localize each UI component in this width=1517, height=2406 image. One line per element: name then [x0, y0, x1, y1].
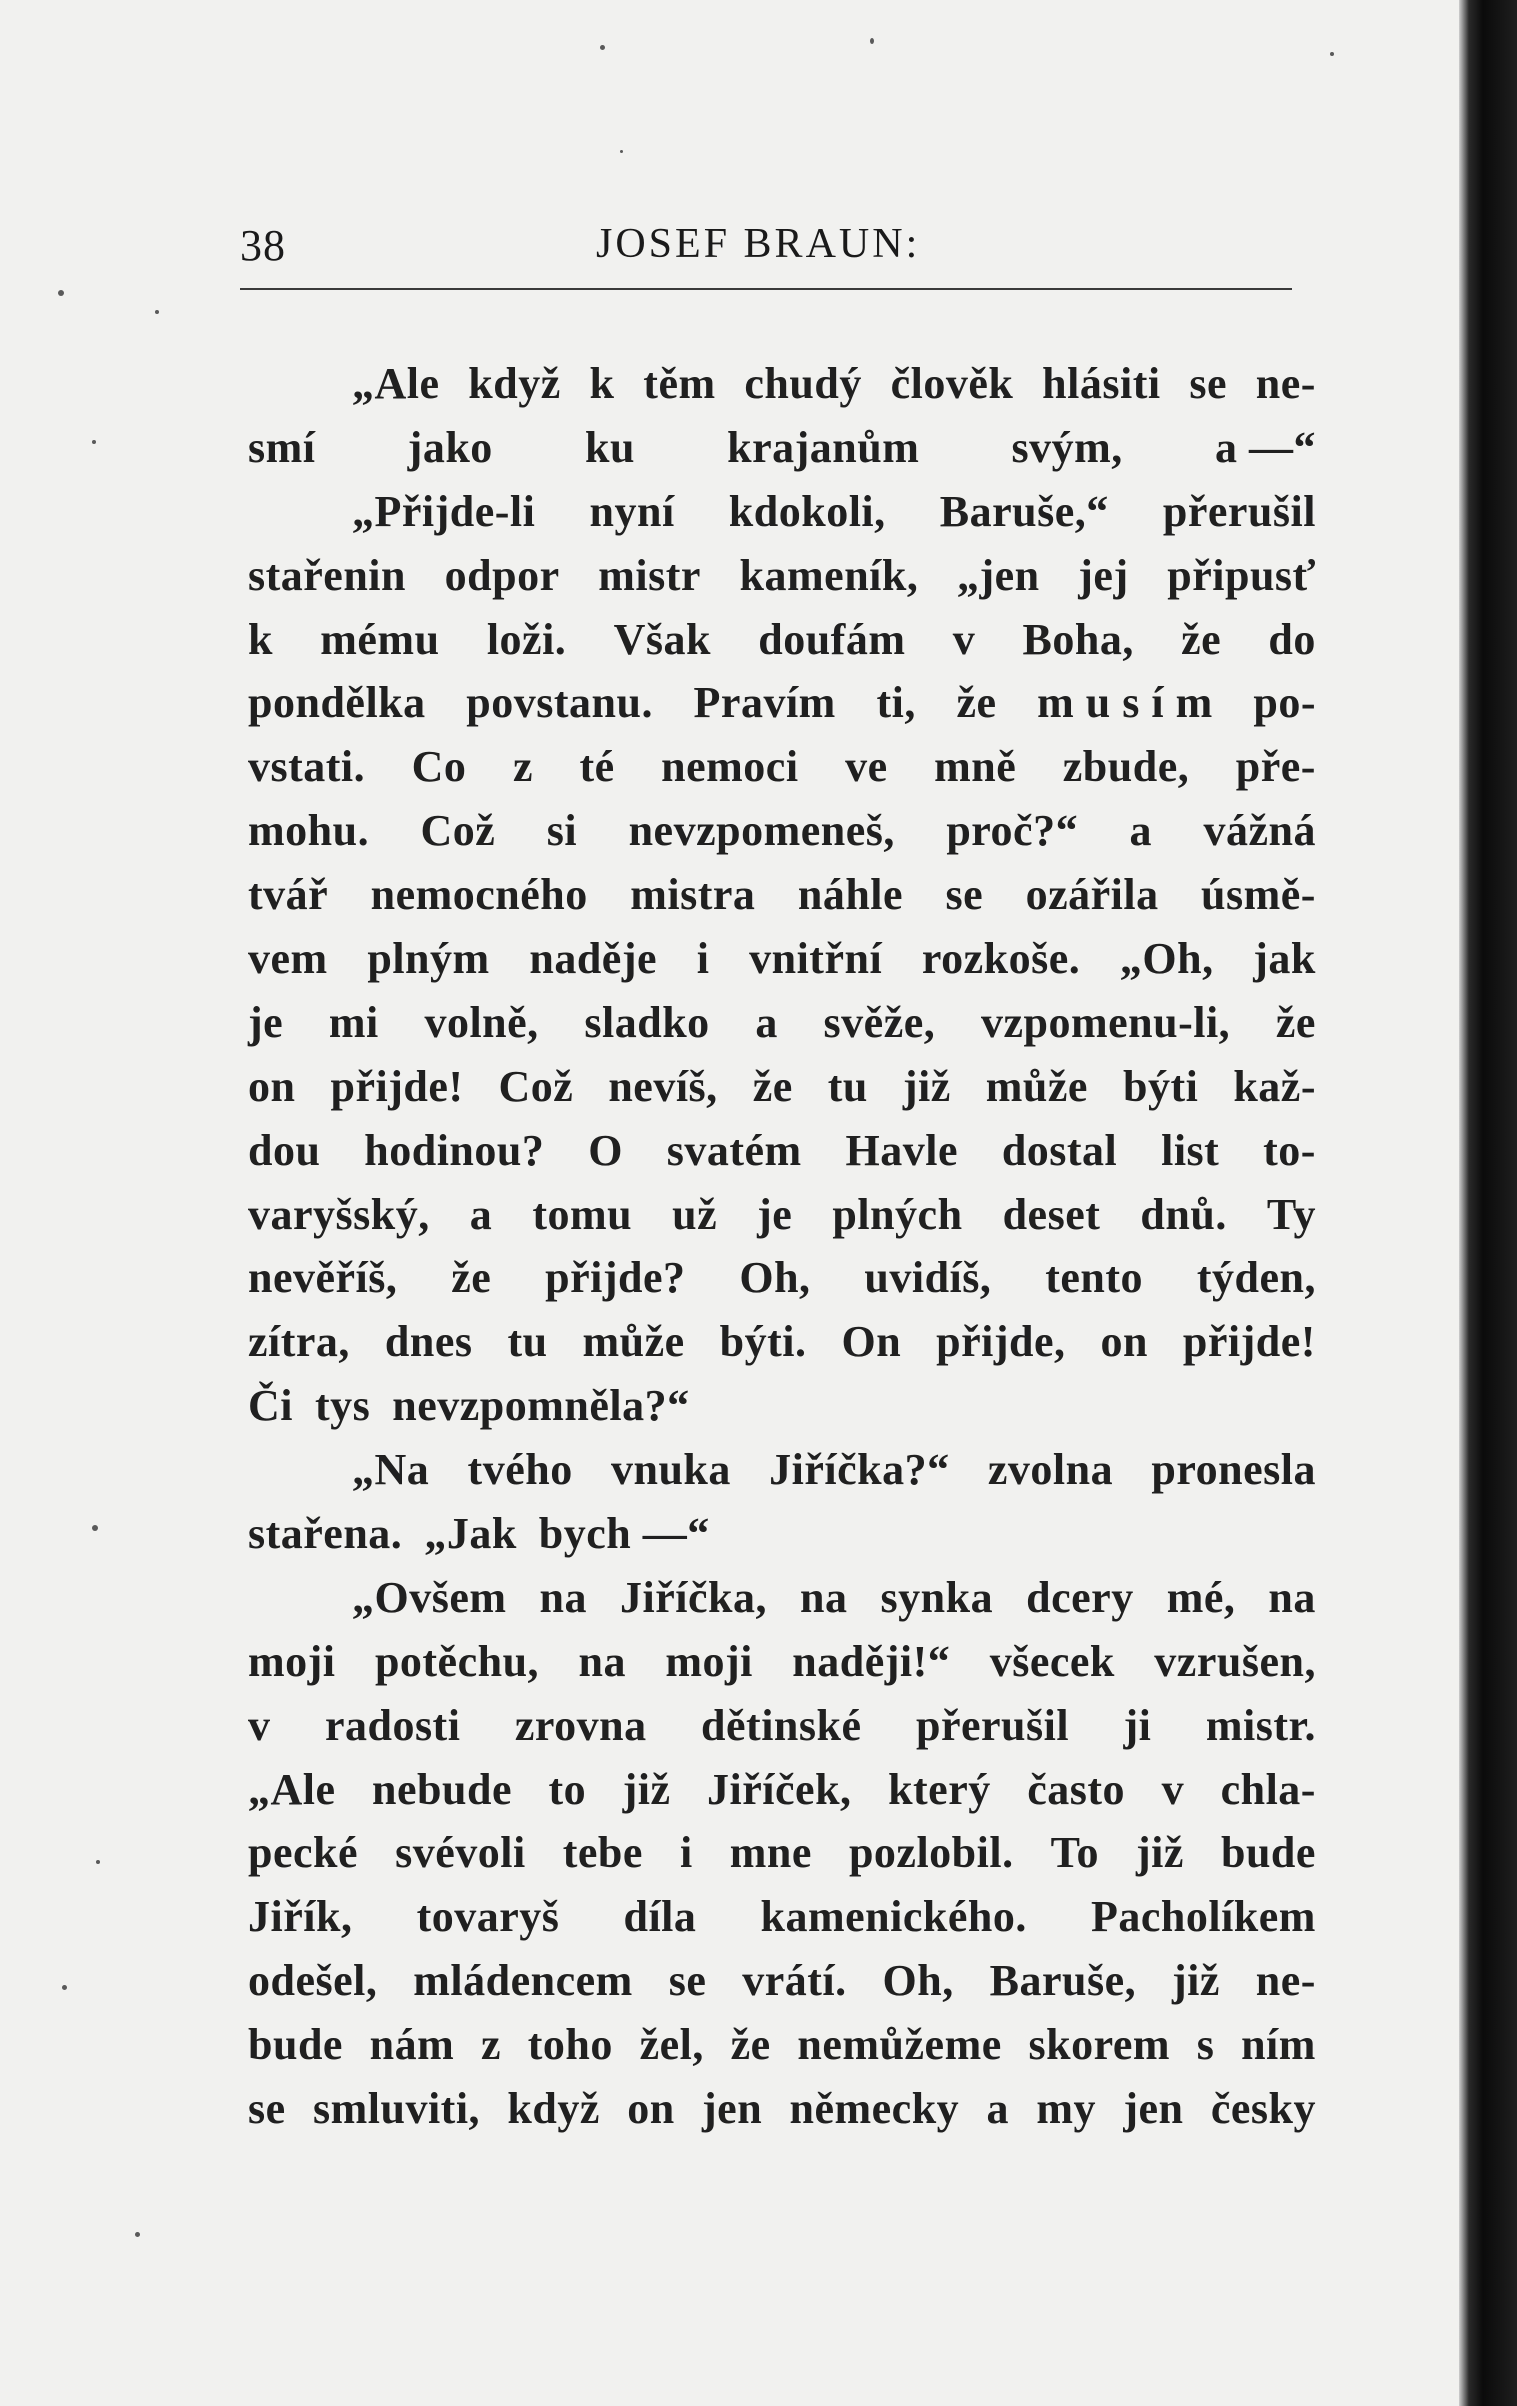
word: deset: [1002, 1189, 1101, 1239]
word: nevzpomněla?“: [392, 1381, 690, 1431]
word: k: [248, 614, 273, 664]
word: že: [451, 1253, 492, 1303]
word: jen: [1123, 2084, 1184, 2134]
word: Oh,: [882, 1956, 954, 2006]
word: proč?“: [946, 806, 1079, 856]
word: list: [1161, 1125, 1220, 1175]
word: jako: [407, 422, 493, 472]
word: uvidíš,: [864, 1253, 992, 1303]
word: nyní: [589, 486, 675, 536]
word: té: [579, 742, 615, 792]
word: přijde!: [330, 1061, 464, 1111]
word: Baruše,: [989, 1956, 1137, 2006]
word: se: [248, 2084, 286, 2134]
word: bude: [248, 2020, 343, 2070]
word: již: [902, 1061, 951, 1111]
word: kameník,: [739, 550, 919, 600]
word: přijde!: [1182, 1317, 1316, 1367]
text-line: [248, 480, 1316, 544]
word: jej: [1078, 550, 1129, 600]
word: vzpomenu-li,: [980, 997, 1231, 1047]
word: vnuka: [610, 1445, 731, 1495]
word: přerušil: [915, 1700, 1070, 1750]
word: tento: [1045, 1253, 1144, 1303]
word: „Oh,: [1119, 934, 1214, 984]
word: ve: [845, 742, 888, 792]
word: ne-: [1255, 359, 1316, 408]
word: „Přijde-li: [352, 486, 536, 536]
word: úsmě-: [1201, 870, 1316, 920]
word: že: [956, 678, 997, 728]
word: s: [1196, 2020, 1215, 2070]
word: náhle: [797, 870, 904, 920]
page-number: 38: [240, 221, 286, 270]
word: pronesla: [1151, 1445, 1316, 1495]
word: to-: [1263, 1125, 1316, 1175]
word: nemoci: [661, 742, 799, 792]
word: bych —“: [538, 1509, 710, 1559]
word: na: [578, 1636, 626, 1686]
text-line: [248, 1310, 1316, 1374]
word: dostal: [1001, 1125, 1118, 1175]
word: tebe: [562, 1828, 643, 1878]
word: Což: [420, 806, 496, 856]
text-line: [248, 799, 1316, 863]
word: se: [1189, 359, 1227, 408]
word: loži.: [486, 614, 567, 664]
word: může: [582, 1317, 685, 1367]
text-line: [248, 1246, 1316, 1310]
word: tvář: [248, 870, 329, 920]
word: když: [468, 359, 561, 408]
word: vzrušen,: [1154, 1636, 1316, 1686]
word: Havle: [845, 1125, 958, 1175]
word: z: [481, 2020, 502, 2070]
word: česky: [1210, 2084, 1316, 2134]
word: zvolna: [987, 1445, 1114, 1495]
word: žel,: [639, 2020, 704, 2070]
word: svým,: [1011, 422, 1123, 472]
word: to: [548, 1764, 587, 1814]
word: dou: [248, 1125, 321, 1175]
word: již: [1136, 1828, 1184, 1878]
word: my: [1036, 2084, 1096, 2134]
word: mi: [328, 997, 379, 1047]
word: O: [588, 1125, 623, 1175]
word: může: [985, 1061, 1088, 1111]
word: Pravím: [693, 678, 836, 728]
word: hlásiti: [1042, 359, 1161, 408]
word: odpor: [444, 550, 560, 600]
word: synka: [880, 1572, 994, 1622]
word: plných: [832, 1189, 963, 1239]
word: tomu: [532, 1189, 633, 1239]
word: Baruše,“: [939, 486, 1109, 536]
word: svatém: [666, 1125, 802, 1175]
word: když: [507, 2084, 600, 2134]
header-rule: [240, 288, 1292, 290]
word: doufám: [758, 614, 906, 664]
word: ozářila: [1025, 870, 1159, 920]
word: Však: [613, 614, 711, 664]
word: se: [945, 870, 984, 920]
word: tys: [315, 1381, 371, 1431]
word: že: [1181, 614, 1222, 664]
word: je: [757, 1189, 793, 1239]
word: a: [469, 1189, 493, 1239]
word: svévoli: [395, 1828, 526, 1878]
word: Jiříček,: [707, 1764, 852, 1814]
word: mistra: [630, 870, 756, 920]
word: smí: [248, 422, 316, 472]
word: již: [1171, 1956, 1220, 2006]
word: kamenického.: [760, 1892, 1027, 1942]
word: německy: [789, 2084, 960, 2134]
word: Jiříčka,: [620, 1572, 768, 1622]
word: do: [1268, 614, 1316, 664]
word: na: [1268, 1572, 1316, 1622]
word: mé,: [1166, 1572, 1236, 1622]
text-line: [248, 1119, 1316, 1183]
word: Pacholíkem: [1090, 1892, 1316, 1942]
word: že: [752, 1061, 793, 1111]
word: tvého: [467, 1445, 573, 1495]
word: pře-: [1235, 742, 1316, 792]
word: dnů.: [1140, 1189, 1227, 1239]
word: To: [1050, 1828, 1099, 1878]
text-line: [248, 927, 1316, 991]
word: bude: [1220, 1828, 1316, 1878]
word: sladko: [584, 997, 710, 1047]
text-line: [248, 671, 1316, 735]
word: smluviti,: [312, 2084, 481, 2134]
word: mistr: [598, 550, 701, 600]
word: Co: [411, 742, 467, 792]
word: člověk: [890, 359, 1014, 408]
word: radosti: [324, 1700, 461, 1750]
word: ti,: [876, 678, 916, 728]
word: Boha,: [1022, 614, 1134, 664]
word: vem: [248, 934, 328, 984]
word: Ty: [1266, 1189, 1316, 1239]
word: plným: [367, 934, 490, 984]
word: nemůžeme: [797, 2020, 1002, 2070]
word: mému: [320, 614, 440, 664]
word: v: [248, 1700, 271, 1750]
word: ji: [1123, 1700, 1152, 1750]
word: dnes: [384, 1317, 473, 1367]
word: tu: [507, 1317, 548, 1367]
word: pondělka: [248, 678, 426, 728]
text-line: [248, 735, 1316, 799]
word: naději!“: [792, 1636, 951, 1686]
word: on: [248, 1061, 296, 1111]
word: vstati.: [248, 742, 366, 792]
word: moji: [665, 1636, 753, 1686]
word: odešel,: [248, 1956, 378, 2006]
word: hodinou?: [364, 1125, 545, 1175]
word: kaž-: [1233, 1061, 1316, 1111]
word: i: [696, 934, 710, 984]
word: Či: [248, 1381, 293, 1431]
word: krajanům: [727, 422, 920, 472]
word: se: [668, 1956, 707, 2006]
word: z: [512, 742, 533, 792]
word: už: [672, 1189, 718, 1239]
word: mne: [729, 1828, 812, 1878]
text-line: [248, 416, 1316, 480]
word: mistr.: [1205, 1700, 1316, 1750]
word: on: [1100, 1317, 1148, 1367]
word: m u s í m: [1037, 678, 1213, 728]
text-line: [248, 1949, 1316, 2013]
word: přijde,: [936, 1317, 1066, 1367]
word: a: [986, 2084, 1010, 2134]
word: a —“: [1214, 422, 1316, 472]
word: a: [755, 997, 778, 1047]
body-text: [248, 352, 1316, 2141]
page-header: [240, 220, 1292, 290]
word: on: [627, 2084, 675, 2134]
word: je: [248, 997, 284, 1047]
word: zrovna: [514, 1700, 647, 1750]
word: že: [1275, 997, 1316, 1047]
word: „Ale: [248, 1764, 336, 1814]
text-line: [248, 608, 1316, 672]
word: jak: [1253, 934, 1316, 984]
word: přerušil: [1162, 486, 1316, 536]
word: v: [1161, 1764, 1185, 1814]
word: připusť: [1167, 550, 1316, 600]
word: v: [952, 614, 976, 664]
word: „Ale: [352, 359, 440, 408]
word: rozkoše.: [921, 934, 1081, 984]
text-line: [248, 1183, 1316, 1247]
word: býti: [1122, 1061, 1199, 1111]
word: Což: [498, 1061, 574, 1111]
text-line: [248, 991, 1316, 1055]
word: potěchu,: [374, 1636, 540, 1686]
word: že: [730, 2020, 771, 2070]
word: tu: [827, 1061, 868, 1111]
text-line: [248, 1374, 1316, 1438]
word: ne-: [1255, 1956, 1316, 2006]
word: na: [800, 1572, 848, 1622]
book-spine-shadow: [1459, 0, 1517, 2406]
word: tovaryš: [416, 1892, 560, 1942]
word: zítra,: [248, 1317, 350, 1367]
word: všecek: [989, 1636, 1115, 1686]
text-line: [248, 1502, 1316, 1566]
word: skorem: [1028, 2020, 1171, 2070]
word: který: [888, 1764, 991, 1814]
word: dcery: [1026, 1572, 1134, 1622]
text-line: [248, 544, 1316, 608]
word: „Ovšem: [352, 1572, 507, 1622]
word: již: [622, 1764, 671, 1814]
word: k: [589, 359, 615, 408]
word: dětinské: [701, 1700, 862, 1750]
word: si: [546, 806, 578, 856]
text-line: [248, 2013, 1316, 2077]
word: nevzpomeneš,: [628, 806, 895, 856]
word: nevíš,: [608, 1061, 718, 1111]
word: nám: [369, 2020, 455, 2070]
word: povstanu.: [466, 678, 653, 728]
word: ním: [1241, 2020, 1316, 2070]
word: „Na: [352, 1445, 430, 1495]
word: volně,: [424, 997, 539, 1047]
word: mně: [934, 742, 1017, 792]
word: stařenin: [248, 550, 406, 600]
text-line: [248, 2077, 1316, 2141]
text-line: [248, 863, 1316, 927]
word: naděje: [529, 934, 658, 984]
text-line: [248, 1694, 1316, 1758]
word: pecké: [248, 1828, 359, 1878]
word: kdokoli,: [728, 486, 886, 536]
word: toho: [527, 2020, 613, 2070]
text-line: [248, 352, 1316, 416]
word: jen: [702, 2084, 763, 2134]
word: díla: [623, 1892, 697, 1942]
word: na: [539, 1572, 588, 1622]
word: i: [679, 1828, 693, 1878]
word: vrátí.: [742, 1956, 847, 2006]
word: Jiříčka?“: [769, 1445, 950, 1495]
word: ku: [584, 422, 635, 472]
word: přijde?: [545, 1253, 686, 1303]
word: moji: [248, 1636, 336, 1686]
word: vážná: [1203, 806, 1316, 856]
word: býti.: [719, 1317, 807, 1367]
word: často: [1027, 1764, 1126, 1814]
word: „Jak: [424, 1509, 517, 1559]
word: vnitřní: [749, 934, 883, 984]
word: těm: [643, 359, 716, 408]
word: „jen: [957, 550, 1040, 600]
text-line: [248, 1630, 1316, 1694]
text-line: [248, 1821, 1316, 1885]
text-line: [248, 1566, 1316, 1630]
word: varyšský,: [248, 1189, 430, 1239]
word: mohu.: [248, 806, 370, 856]
word: Oh,: [739, 1253, 811, 1303]
word: týden,: [1196, 1253, 1316, 1303]
word: nebude: [372, 1764, 512, 1814]
word: On: [841, 1317, 902, 1367]
word: chudý: [744, 359, 862, 408]
word: nevěříš,: [248, 1253, 398, 1303]
word: mládencem: [413, 1956, 633, 2006]
text-line: [248, 1055, 1316, 1119]
text-line: [248, 1758, 1316, 1822]
word: nemocného: [370, 870, 588, 920]
word: svěže,: [823, 997, 936, 1047]
word: a: [1129, 806, 1152, 856]
word: stařena.: [248, 1509, 403, 1559]
word: Jiřík,: [248, 1892, 353, 1942]
text-line: [248, 1885, 1316, 1949]
text-line: [248, 1438, 1316, 1502]
word: pozlobil.: [848, 1828, 1014, 1878]
word: zbude,: [1062, 742, 1190, 792]
word: chla-: [1220, 1764, 1316, 1814]
word: po-: [1253, 678, 1316, 728]
running-head: JOSEF BRAUN:: [596, 221, 921, 267]
